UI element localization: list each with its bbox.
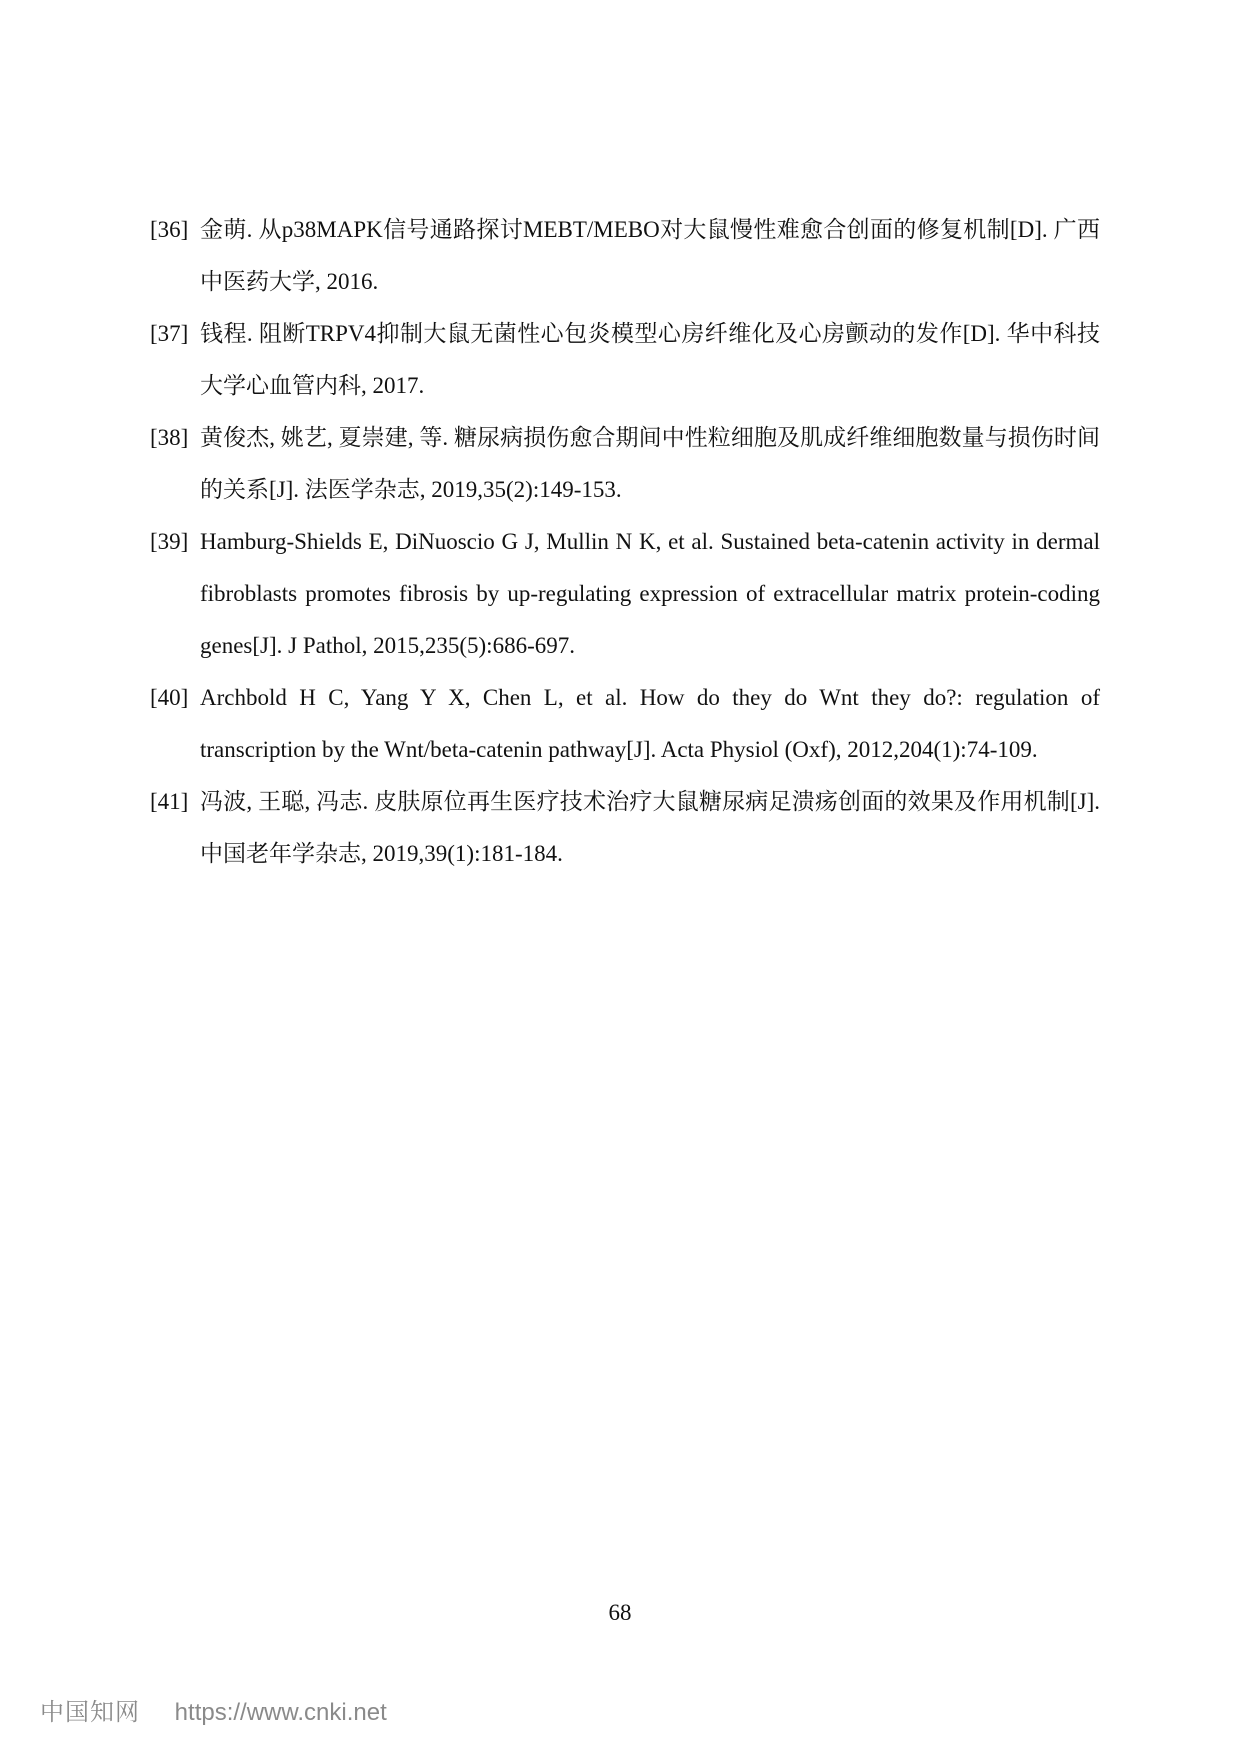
reference-text: 钱程. 阻断TRPV4抑制大鼠无菌性心包炎模型心房纤维化及心房颤动的发作[D]. 华中科技大学心血管内科, 2017. [200, 321, 1100, 398]
reference-number: [36] [150, 217, 189, 242]
reference-number: [40] [150, 685, 189, 710]
reference-number: [38] [150, 425, 189, 450]
reference-number: [41] [150, 789, 189, 814]
reference-number: [37] [150, 321, 189, 346]
footer [40, 1692, 387, 1727]
reference-entry [150, 204, 1100, 308]
reference-entry [150, 672, 1100, 776]
reference-text: 金萌. 从p38MAPK信号通路探讨MEBT/MEBO对大鼠慢性难愈合创面的修复机制[D]. 广西中医药大学, 2016. [200, 217, 1100, 294]
reference-text: Archbold H C, Yang Y X, Chen L, et al. How do they do Wnt they do?: regulation of transcription by the Wnt/beta-catenin pathway[J]. Acta Physiol (Oxf), 2012,204(1):74-109. [200, 685, 1100, 762]
reference-text: 冯波, 王聪, 冯志. 皮肤原位再生医疗技术治疗大鼠糖尿病足溃疡创面的效果及作用机制[J]. 中国老年学杂志, 2019,39(1):181-184. [200, 789, 1100, 866]
reference-text: 黄俊杰, 姚艺, 夏崇建, 等. 糖尿病损伤愈合期间中性粒细胞及肌成纤维细胞数量与损伤时间的关系[J]. 法医学杂志, 2019,35(2):149-153. [200, 425, 1100, 502]
reference-list [150, 204, 1100, 880]
reference-entry [150, 776, 1100, 880]
reference-entry [150, 412, 1100, 516]
cnki-logo-text: 中国知网 [40, 1699, 140, 1726]
cnki-url: https://www.cnki.net [174, 1699, 387, 1726]
page-number: 68 [608, 1600, 632, 1625]
reference-entry [150, 308, 1100, 412]
reference-entry [150, 516, 1100, 672]
reference-text: Hamburg-Shields E, DiNuoscio G J, Mullin N K, et al. Sustained beta-catenin activity in dermal fibroblasts promotes fibrosis by up-regulating expression of extracellular matrix protein-coding genes[J]. J Pathol, 2015,235(5):686-697. [200, 529, 1100, 658]
reference-number: [39] [150, 529, 189, 554]
